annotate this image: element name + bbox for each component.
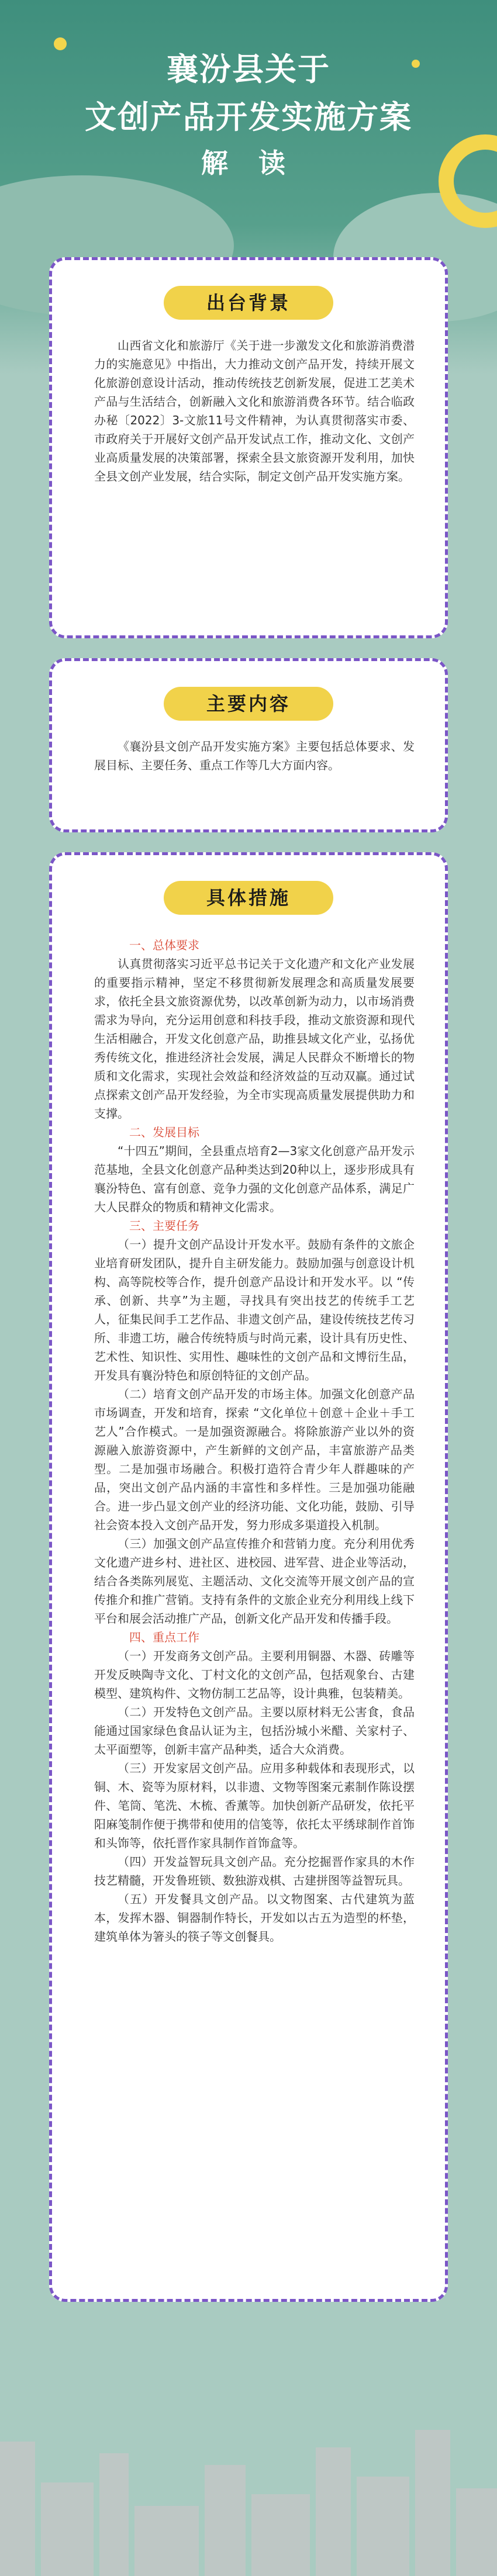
main-content-text: 《襄汾县文创产品开发实施方案》主要包括总体要求、发展目标、主要任务、重点工作等几大方面内容。 bbox=[94, 739, 415, 772]
background-card bbox=[49, 257, 448, 638]
main-tasks-item-2: （二）培育文创产品开发的市场主体。加强文化创意产品市场调查，开发和培育，探索 “文化单位＋创意＋企业＋手工艺人”合作模式。一是加强资源融合。将除旅游产业以外的资源融入旅游资源中，产生新鲜的文创产品，丰富旅游产品类型。二是加强市场融合。积极打造符合青少年人群趣味的产品，突出文创产品内涵的丰富性和多样性。三是加强功能融合。进一步凸显文创产业的经济功能、文化功能，鼓励、引导社会资本投入文创产品开发，努力形成多渠道投入机制。 bbox=[94, 1387, 415, 1532]
main-tasks-item-1: （一）提升文创产品设计开发水平。鼓励有条件的文旅企业培育研发团队，提升自主研发能力。鼓励加强与创意设计机构、高等院校等合作，提升创意产品设计和开发水平。以 “传承、创新、共享”为主题，寻找具有突出技艺的传统手工艺人，征集民间手工艺作品、非遗文创产品，建设传统技艺传习所、非遗工坊，融合传统特质与时尚元素，设计具有历史性、艺术性、知识性、实用性、趣味性的文创产品和文博衍生品，开发具有襄汾特色和原创特征的文创产品。 bbox=[94, 1237, 415, 1382]
title-line-3: 解 读 bbox=[201, 147, 296, 179]
title-line-1: 襄汾县关于 bbox=[167, 51, 330, 88]
subheading-key-work: 四、重点工作 bbox=[129, 1630, 199, 1644]
page-title bbox=[0, 46, 497, 185]
subheading-development-goals: 二、发展目标 bbox=[129, 1125, 199, 1139]
development-goals-text: “十四五”期间，全县重点培育2—3家文化创意产品开发示范基地，全县文化创意产品种类达到20种以上，逐步形成具有襄汾特色、富有创意、竞争力强的文化创意产品体系，满足广大人民群众的物质和精神文化需求。 bbox=[94, 1144, 415, 1214]
city-skyline-decoration bbox=[0, 2424, 497, 2576]
key-work-item-4: （四）开发益智玩具文创产品。充分挖掘晋作家具的木作技艺精髓，开发鲁班锁、数独游戏棋、古建拼图等益智玩具。 bbox=[94, 1855, 415, 1887]
section-heading-measures: 具体措施 bbox=[164, 881, 333, 915]
key-work-item-3: （三）开发家居文创产品。应用多种载体和表现形式，以铜、木、瓷等为原材料，以非遗、文物等图案元素制作陈设摆件、笔筒、笔洗、木梳、香薰等。加快创新产品研发，依托平阳麻笺制作便于携带和使用的信笺等，依托太平绣球制作首饰和头饰等，依托晋作家具制作首饰盒等。 bbox=[94, 1761, 415, 1850]
general-requirements-text: 认真贯彻落实习近平总书记关于文化遗产和文化产业发展的重要指示精神，坚定不移贯彻新发展理念和高质量发展要求，依托全县文旅资源优势，以改革创新为动力，以市场消费需求为导向，充分运用创意和科技手段，推动文旅资源和现代生活相融合，开发文化创意产品，助推县域文化产业，弘扬优秀传统文化，推进经济社会发展，满足人民群众不断增长的物质和文化需求，实现社会效益和经济效益的互动双赢。通过试点探索文创产品开发经验，为全市实现高质量发展提供助力和支撑。 bbox=[94, 957, 415, 1121]
background-text: 山西省文化和旅游厅《关于进一步激发文化和旅游消费潜力的实施意见》中指出，大力推动文创产品开发，持续开展文化旅游创意设计活动，推动传统技艺创新发展，促进工艺美术产品与生活结合，创新融入文化和旅游消费各环节。结合临政办秘〔2022〕3-文旅11号文件精神，为认真贯彻落实市委、市政府关于开展好文创产品开发试点工作，推动文化、文创产业高质量发展的决策部署，探索全县文旅资源开发利用，加快全县文创产业发展，结合实际，制定文创产品开发实施方案。 bbox=[94, 338, 415, 483]
main-content-card bbox=[49, 658, 448, 832]
main-tasks-item-3: （三）加强文创产品宣传推介和营销力度。充分利用优秀文化遗产进乡村、进社区、进校园、进军营、进企业等活动，结合各类陈列展览、主题活动、文化交流等开展文创产品的宣传推介和推广营销。支持有条件的文旅企业充分利用线上线下平台和展会活动推广产品，创新文化产品开发和传播手段。 bbox=[94, 1537, 415, 1626]
key-work-item-5: （五）开发餐具文创产品。以文物图案、古代建筑为蓝本，发挥木器、铜器制作特长，开发如以古五为造型的杯垫，建筑单体为箸头的筷子等文创餐具。 bbox=[94, 1892, 415, 1944]
measures-card bbox=[49, 852, 448, 2302]
section-heading-main-content: 主要内容 bbox=[164, 687, 333, 721]
title-line-2: 文创产品开发实施方案 bbox=[85, 99, 412, 136]
key-work-item-1: （一）开发商务文创产品。主要利用铜器、木器、砖雕等开发反映陶寺文化、丁村文化的文创产品，包括观象台、古建模型、建筑构件、文物仿制工艺品等，设计典雅，包装精美。 bbox=[94, 1649, 415, 1700]
subheading-general-requirements: 一、总体要求 bbox=[129, 938, 199, 952]
subheading-main-tasks: 三、主要任务 bbox=[129, 1219, 199, 1233]
key-work-item-2: （二）开发特色文创产品。主要以原材料无公害食，食品能通过国家绿色食品认证为主，包括汾城小米醋、关家村子、太平面塑等，创新丰富产品种类，适合大众消费。 bbox=[94, 1705, 415, 1756]
section-heading-background: 出台背景 bbox=[164, 286, 333, 320]
